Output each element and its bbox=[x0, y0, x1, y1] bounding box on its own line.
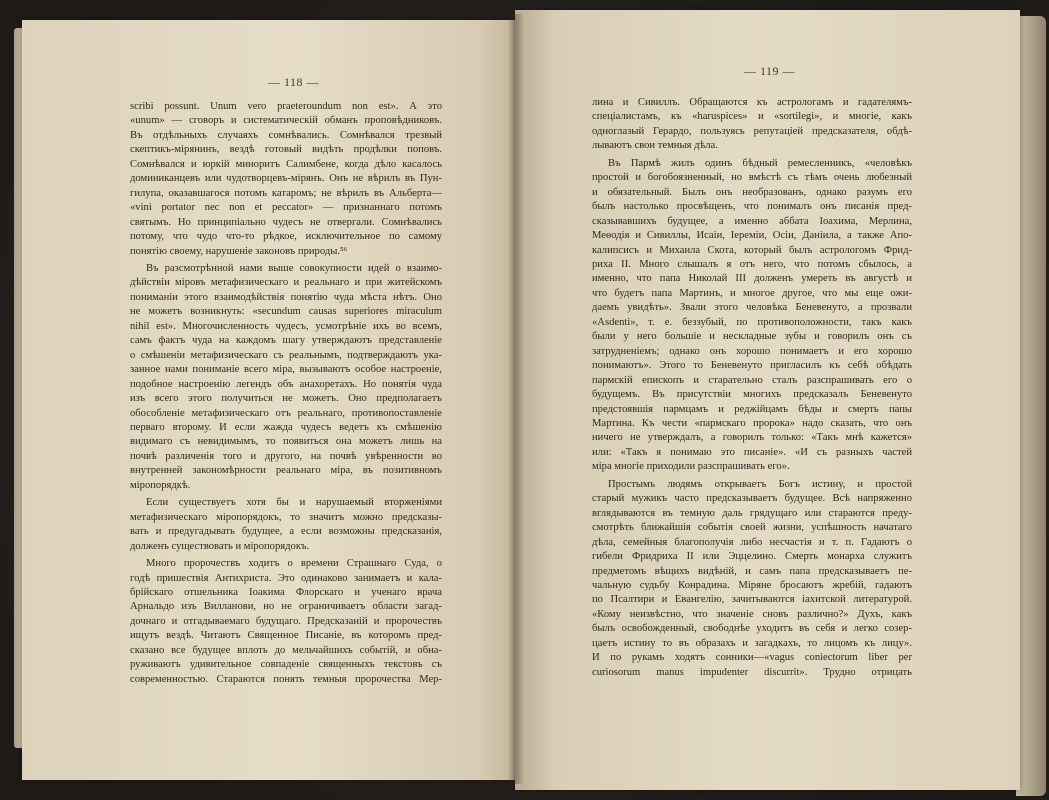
text-line: были у него большіе и нескладные зубы и говорилъ онъ съ bbox=[592, 331, 912, 343]
text-line: дочнаго и отгадываемаго будущаго. Предсказаній и пророчествъ bbox=[130, 615, 442, 627]
text-line: Сомнѣвался и юркій миноритъ Салимбене, когда дѣло касалось bbox=[130, 158, 442, 170]
text-line: Арнальдо изъ Вилланови, но не ограничиваетъ области загад- bbox=[130, 601, 442, 613]
text-line: чальную судьбу Конрадина. Міряне бросаютъ жребій, гадаютъ bbox=[592, 579, 912, 591]
text-line: годѣ пришествія Антихриста. Это одинаково занимаетъ и кала- bbox=[130, 572, 442, 584]
text-line: старый мужикъ часто предсказываетъ будущее. Всѣ напряженно bbox=[592, 493, 912, 505]
book-gutter bbox=[508, 14, 524, 784]
text-line: гибели Фридриха II или Эццелино. Смерть монарха служитъ bbox=[592, 551, 912, 563]
text-line: калипсисъ и Михаила Скота, который былъ астрологомъ Фрид- bbox=[592, 244, 912, 256]
text-line: одноглазый Герардо, пользуясь репутаціей предсказателя, обдѣ- bbox=[592, 125, 912, 137]
text-line: міропорядкѣ. bbox=[130, 479, 191, 491]
left-page-text bbox=[130, 100, 442, 687]
text-line: былъ освобожденный, свободнѣе уходитъ въ себя и легко созер- bbox=[592, 623, 912, 635]
text-line: Въ отдѣльныхъ случаяхъ сомнѣвались. Сомнѣвался трезвый bbox=[130, 129, 442, 141]
text-line: руживаютъ удивительное совпаденіе священныхъ текстовъ съ bbox=[130, 659, 442, 671]
text-line: міра многіе приходили разспрашивать его». bbox=[592, 461, 790, 473]
text-line: цаетъ истину то въ образахъ и загадкахъ, то лицомъ къ лицу». bbox=[592, 637, 912, 649]
text-line: внутренней закономѣрности реальнаго міра, въ позитивномъ bbox=[130, 465, 442, 477]
text-line: сказывавшихъ будущее, а именно аббата Іоахима, Мерлина, bbox=[592, 215, 912, 227]
right-page-edges bbox=[1016, 16, 1046, 796]
text-line: Если существуетъ хотя бы и нарушаемый вторженіями bbox=[146, 497, 442, 509]
text-line: ничего не утверждалъ, а говорилъ только: «Такъ мнѣ кажется» bbox=[592, 432, 912, 444]
text-line: изъ всего этого получиться не можетъ. Оно предполагаетъ bbox=[130, 393, 442, 405]
text-line: скептикъ-мірянинъ, вездѣ готовый видѣть продѣлки поповъ. bbox=[130, 144, 442, 156]
text-line: доминиканцевъ или чудотворцевъ-мірянъ. Онъ не вѣрилъ въ Пун- bbox=[130, 173, 442, 185]
text-line: «unum» — сговоръ и систематическій обманъ проповѣдниковъ. bbox=[130, 115, 442, 127]
text-line: сказано все будущее вплоть до мельчайшихъ событій, и обна- bbox=[130, 644, 442, 656]
text-line: будущемъ. Въ присутствіи многихъ предсказалъ Беневенуто bbox=[592, 389, 912, 401]
text-line: по Псалтири и Евангелію, зачитываются іахитской литературой. bbox=[592, 594, 912, 606]
text-line: Въ Пармѣ жилъ одинъ бѣдный ремесленникъ, «человѣкъ bbox=[608, 157, 912, 169]
text-line: обособленіе метафизическаго отъ реальнаго, противопоставленіе bbox=[130, 407, 442, 419]
text-line: метафизическаго міропорядокъ, то значитъ можно предсказы- bbox=[130, 511, 442, 523]
text-line: современностью. Стараются понять темныя пророчества Мер- bbox=[130, 673, 442, 685]
text-line: самъ фактъ чуда на каждомъ шагу утверждаютъ представленіе bbox=[130, 335, 442, 347]
text-line: или: «Такъ я понимаю это писаніе». «И съ разныхъ частей bbox=[592, 446, 912, 458]
text-line: «Asdenti», т. е. беззубый, по противоположности, такъ какъ bbox=[592, 316, 912, 328]
text-line: предметомъ вѣщихъ видѣній, и самъ папа предсказываетъ пе- bbox=[592, 565, 912, 577]
text-line: брійскаго отшельника Іоакима Флорскаго и ученаго врача bbox=[130, 586, 442, 598]
text-line: и обязательный. Былъ онъ необразованъ, однако разумъ его bbox=[592, 186, 912, 198]
text-line: предстоявшія пармцамъ и реджійцамъ бѣды и смерть папы bbox=[592, 403, 912, 415]
text-line: nihil est». Многочисленность чудесъ, усмотрѣніе ихъ во всемъ, bbox=[130, 320, 442, 332]
text-line: подобное настроенію легендъ объ анахоретахъ. Но понятія чуда bbox=[130, 378, 442, 390]
text-line: «vini portator nec non et peccator» — признаннаго потомъ bbox=[130, 202, 442, 214]
text-line: смотрѣть ближайшія событія своей жизни, успѣшность начатаго bbox=[592, 522, 912, 534]
text-line: лина и Сивиллъ. Обращаются къ астрологамъ и гадателямъ- bbox=[592, 97, 912, 108]
text-line: святымъ. Но принципіально чудесъ не отвергали. Сомнѣвались bbox=[130, 216, 442, 228]
text-line: ищутъ вездѣ. Читаютъ Священное Писаніе, въ которомъ пред- bbox=[130, 630, 442, 642]
text-line: дѣйствіи міровъ метафизическаго и реальнаго и при житейскомъ bbox=[130, 277, 442, 289]
text-line: простой и богобоязненный, но вмѣстѣ съ тѣмъ очень любезный bbox=[592, 172, 912, 184]
text-line: Мартина. Къ чести «пармскаго пророка» надо сказать, что онъ bbox=[592, 417, 912, 429]
text-line: о смѣшеніи метафизическаго съ реальнымъ, подтверждаютъ ука- bbox=[130, 349, 442, 361]
text-line: понимаютъ». Этого то Беневенуто пригласилъ къ себѣ обѣдать bbox=[592, 360, 912, 372]
text-line: Простымъ людямъ открываетъ Богъ истину, и простой bbox=[608, 478, 912, 490]
text-line: не можетъ возникнуть: «secundum causas superiores miraculum bbox=[130, 306, 442, 318]
text-line: былъ настолько просвѣщенъ, что понималъ онъ писанія пред- bbox=[592, 201, 912, 213]
page-number-left: — 118 — bbox=[268, 75, 320, 89]
text-line: curiosorum manus impudenter discurrit». Трудно отрицать bbox=[592, 666, 912, 678]
text-line: дѣла, семейныя благополучія либо несчастія и т. п. Гадаютъ о bbox=[592, 536, 912, 548]
text-line: вглядываются въ темную даль грядущаго или стараются преду- bbox=[592, 507, 912, 519]
text-line: Въ разсмотрѣнной нами выше совокупности идей о взаимо- bbox=[146, 262, 442, 274]
text-line: долженъ существовать и міропорядокъ. bbox=[130, 540, 310, 552]
text-line: затрудненіемъ; однако онъ хорошо понимаетъ и его хорошо bbox=[592, 345, 912, 357]
text-line: почвѣ различенія того и другого, на почвѣ увѣренности во bbox=[130, 450, 442, 462]
text-line: даемъ увидѣть». Звали этого человѣка Беневенуто, а прозвали bbox=[592, 302, 912, 314]
text-line: пониманіи этого взаимодѣйствія понятію чуда мѣста нѣтъ. Оно bbox=[130, 291, 442, 303]
text-line: перваго второму. И если жажда чудесъ ведетъ къ смѣшенію bbox=[130, 421, 442, 433]
text-line: гилупа, оказавшагося потомъ катаромъ; не вѣрилъ въ Альберта— bbox=[130, 187, 442, 199]
text-line: риха II. Много слышалъ я отъ него, что потомъ сбылось, а bbox=[592, 258, 912, 270]
text-line: что будетъ папа Мартинъ, и многое другое, что мы еще ожи- bbox=[592, 287, 912, 299]
text-line: Много пророчествъ ходитъ о времени Страшнаго Суда, о bbox=[146, 558, 442, 570]
text-line: вать и предугадывать будущее, а если возможны предсказанія, bbox=[130, 526, 442, 538]
text-line: И по рукамъ ходятъ сонники—«vagus coniectorum liber per bbox=[592, 652, 912, 664]
text-line: занное нами пониманіе всего міра, вызываютъ особое настроеніе, bbox=[130, 364, 442, 376]
text-line: видимаго съ невидимымъ, то появиться она можетъ лишь на bbox=[130, 436, 442, 448]
page-number-right: — 119 — bbox=[744, 64, 796, 78]
text-line: именно, что папа Николай III долженъ умереть въ августѣ и bbox=[592, 273, 912, 285]
text-line: «Кому неизвѣстно, что значеніе сновъ различно?» Духъ, какъ bbox=[592, 608, 912, 620]
text-line: Меѳодія и Сивиллы, Исаіи, Іереміи, Осіи, Даніила, а также Апо- bbox=[592, 230, 912, 242]
text-line: лываютъ свои темныя дѣла. bbox=[592, 140, 718, 152]
text-line: потому, что чудо что-то рѣдкое, исключительное по самому bbox=[130, 231, 442, 243]
text-line: спеціалистамъ, къ «haruspices» и «sortilegi», и многіе, какъ bbox=[592, 111, 912, 123]
right-page-text bbox=[592, 96, 912, 680]
text-line: scribi possunt. Unum vero praeteroundum non est». А это bbox=[130, 101, 442, 112]
text-line: пармскій епископъ и старательно сталъ разспрашивать его о bbox=[592, 374, 912, 386]
text-line: понятію своему, нарушеніе законовъ природы.⁵⁶ bbox=[130, 245, 348, 257]
